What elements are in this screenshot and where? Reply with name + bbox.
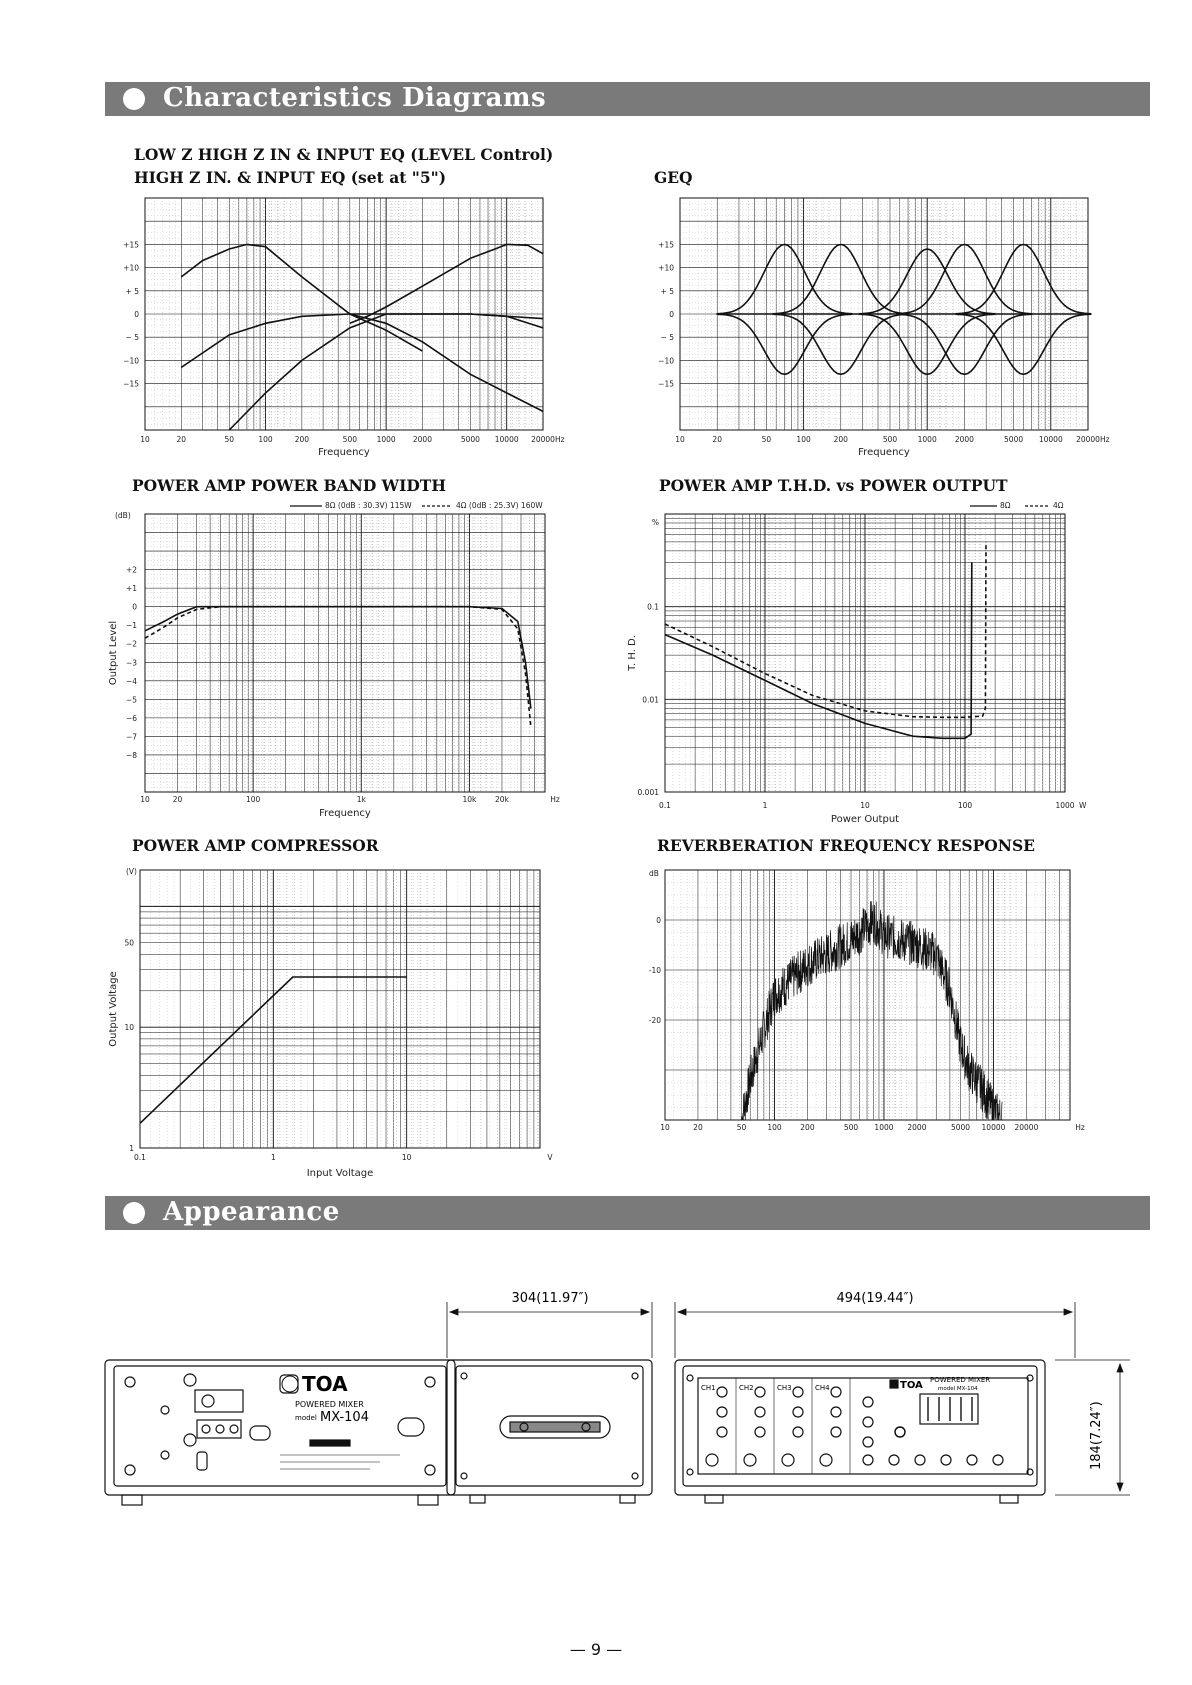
- y-tick-label: 0: [656, 916, 661, 925]
- x-tick-label: Hz: [550, 795, 560, 804]
- x-tick-label: 10000: [1038, 435, 1063, 444]
- knob-icon: [831, 1427, 841, 1437]
- jack-icon: [941, 1455, 951, 1465]
- x-tick-label: 0.1: [134, 1153, 146, 1162]
- x-tick-label: 200: [833, 435, 848, 444]
- y-tick-label: + 5: [660, 286, 674, 296]
- chart-compressor: [100, 860, 555, 1179]
- x-tick-label: 20: [693, 1123, 703, 1132]
- section-title: Characteristics Diagrams: [163, 83, 547, 113]
- y-tick-label: −10: [123, 356, 139, 366]
- x-tick-label: 1000: [917, 435, 937, 444]
- y-tick-label: −2: [125, 639, 137, 649]
- legend-8ohm: 8Ω: [1000, 501, 1011, 510]
- x-tick-label: Hz: [1075, 1123, 1085, 1132]
- y-tick-label: −15: [123, 379, 139, 389]
- y-tick-label: − 5: [125, 333, 139, 343]
- y-tick-label: −5: [125, 695, 137, 705]
- x-axis-label: Frequency: [319, 808, 371, 819]
- x-tick-label: 5000: [950, 1123, 971, 1132]
- x-tick-label: 0.1: [659, 801, 671, 810]
- x-tick-label: 100: [796, 435, 811, 444]
- x-tick-label: 10: [675, 435, 685, 444]
- x-tick-label: 1k: [356, 795, 366, 804]
- y-tick-label: +10: [123, 263, 139, 273]
- knob-icon: [831, 1387, 841, 1397]
- y-tick-label: −10: [658, 356, 674, 366]
- y-tick-label: 0: [134, 310, 139, 319]
- y-tick-label: 50: [124, 938, 134, 948]
- jack-icon: [863, 1455, 873, 1465]
- x-tick-label: 10k: [462, 795, 477, 804]
- x-tick-label: 100: [258, 435, 273, 444]
- front-model: model MX-104: [938, 1386, 978, 1392]
- x-axis-label: Input Voltage: [306, 1168, 374, 1179]
- y-tick-label: %: [651, 518, 659, 527]
- y-tick-label: 0.01: [642, 695, 659, 705]
- legend-8ohm: 8Ω (0dB : 30.3V) 115W: [325, 501, 412, 510]
- channel-label-3: CH3: [777, 1384, 792, 1392]
- x-tick-label: 1000: [874, 1123, 894, 1132]
- x-tick-label: 5000: [1004, 435, 1024, 444]
- chart-title-power-band: POWER AMP POWER BAND WIDTH: [132, 476, 446, 495]
- channel-label-4: CH4: [815, 1384, 830, 1392]
- x-tick-label: 10: [860, 801, 870, 810]
- y-tick-label: 0.1: [647, 602, 659, 612]
- y-unit: dB: [649, 869, 659, 878]
- x-tick-label: 100: [957, 801, 973, 810]
- y-tick-label: −4: [125, 676, 137, 686]
- y-tick-label: −1: [125, 621, 137, 631]
- chart-title-compressor: POWER AMP COMPRESSOR: [132, 836, 379, 855]
- side-panel: [447, 1360, 652, 1503]
- knob-icon: [793, 1427, 803, 1437]
- front-brand: TOA: [900, 1380, 923, 1391]
- x-tick-label: 2000: [907, 1123, 927, 1132]
- y-unit: (V): [126, 867, 137, 876]
- x-tick-label: 5000: [460, 435, 480, 444]
- x-unit: W: [1079, 801, 1087, 810]
- x-tick-label: 10000: [494, 435, 519, 444]
- y-tick-label: +15: [123, 240, 139, 250]
- rear-brand: TOA: [302, 1372, 348, 1396]
- knob-icon: [717, 1387, 727, 1397]
- channel-label-2: CH2: [739, 1384, 754, 1392]
- x-tick-label: 500: [882, 435, 898, 444]
- jack-icon: [993, 1455, 1003, 1465]
- x-axis-label: Frequency: [858, 447, 910, 458]
- x-tick-label: 500: [843, 1123, 859, 1132]
- rear-powered-mixer: POWERED MIXER: [295, 1400, 364, 1409]
- x-tick-label: 20: [176, 435, 187, 444]
- y-tick-label: −6: [125, 713, 137, 723]
- y-tick-label: −7: [125, 732, 137, 742]
- section-header-appearance: [105, 1196, 1150, 1230]
- y-tick-label: +2: [125, 565, 137, 575]
- chart-thd: [615, 500, 1110, 825]
- x-tick-label: 1: [762, 801, 768, 810]
- x-tick-label: 20: [172, 795, 183, 804]
- x-tick-label: 2000: [412, 435, 432, 444]
- x-tick-label: 20000: [531, 435, 555, 444]
- xlr-input-icon: [706, 1454, 718, 1466]
- knob-icon: [755, 1387, 765, 1397]
- y-tick-label: 0.001: [637, 788, 659, 797]
- jack-icon: [967, 1455, 977, 1465]
- jack-icon: [915, 1455, 925, 1465]
- dim-width-label: 304(11.97″): [511, 1291, 589, 1306]
- y-tick-label: −3: [125, 658, 137, 668]
- x-tick-label: 2000: [954, 435, 974, 444]
- y-tick-label: −8: [125, 750, 137, 760]
- y-tick-label: + 5: [125, 286, 139, 296]
- knob-icon: [863, 1437, 873, 1447]
- x-tick-label: 10: [140, 795, 150, 804]
- x-axis-label: Power Output: [830, 814, 900, 825]
- chart-input-eq: [105, 190, 565, 460]
- chart-title-thd: POWER AMP T.H.D. vs POWER OUTPUT: [659, 476, 1008, 495]
- toa-logo-icon: [282, 1376, 298, 1392]
- knob-icon: [863, 1397, 873, 1407]
- y-tick-label: +15: [658, 240, 674, 250]
- dim-height-label: 184(7.24″): [1089, 1401, 1104, 1470]
- knob-icon: [717, 1407, 727, 1417]
- bullet-icon: [123, 88, 145, 110]
- rear-model-prefix: model: [295, 1414, 317, 1422]
- y-tick-label: 10: [124, 1023, 134, 1033]
- front-powered-mixer: POWERED MIXER: [930, 1376, 991, 1384]
- xlr-input-icon: [744, 1454, 756, 1466]
- y-tick-label: 0: [132, 602, 137, 612]
- knob-icon: [717, 1427, 727, 1437]
- y-tick-label: 1: [129, 1144, 134, 1153]
- knob-icon: [793, 1407, 803, 1417]
- knob-icon: [755, 1427, 765, 1437]
- x-tick-label: 20: [712, 435, 722, 444]
- chart-title-geq: GEQ: [654, 168, 693, 187]
- x-tick-label: 10: [660, 1123, 670, 1132]
- x-tick-label: 500: [342, 435, 358, 444]
- y-tick-label: -20: [648, 1016, 661, 1025]
- x-tick-label: 200: [800, 1123, 815, 1132]
- x-tick-label: 20k: [495, 795, 509, 804]
- x-tick-label: 10: [401, 1153, 412, 1162]
- x-tick-label: 100: [767, 1123, 782, 1132]
- appearance-drawing: [100, 1280, 1140, 1510]
- x-tick-label: 200: [294, 435, 310, 444]
- chart-title-reverb: REVERBERATION FREQUENCY RESPONSE: [657, 836, 1035, 855]
- x-unit: Hz: [555, 435, 565, 444]
- y-axis-label: Output Voltage: [108, 971, 119, 1047]
- section-header-characteristics: [105, 82, 1150, 116]
- x-tick-label: 20000: [1076, 435, 1100, 444]
- bullet-icon: [123, 1202, 145, 1224]
- channel-label-1: CH1: [701, 1384, 716, 1392]
- y-tick-label: −15: [658, 379, 674, 389]
- dim-depth-label: 494(19.44″): [836, 1291, 914, 1306]
- chart-geq: [630, 190, 1110, 460]
- x-tick-label: 10000: [981, 1123, 1006, 1132]
- y-axis-label: Output Level: [108, 620, 119, 686]
- x-tick-label: 20000: [1014, 1123, 1039, 1132]
- knob-icon: [755, 1407, 765, 1417]
- x-tick-label: 10: [140, 435, 150, 444]
- page-number: — 9 —: [569, 1640, 623, 1659]
- x-tick-label: 50: [736, 1123, 747, 1132]
- jack-icon: [889, 1455, 899, 1465]
- x-unit: Hz: [1100, 435, 1110, 444]
- section-title: Appearance: [163, 1197, 340, 1227]
- y-tick-label: +1: [125, 584, 137, 594]
- xlr-input-icon: [782, 1454, 794, 1466]
- chart-title-input-eq-line2: HIGH Z IN. & INPUT EQ (set at "5"): [134, 168, 447, 187]
- legend-4ohm: 4Ω (0dB : 25.3V) 160W: [456, 501, 543, 510]
- x-axis-label: Frequency: [318, 447, 370, 458]
- knob-icon: [895, 1427, 905, 1437]
- knob-icon: [863, 1417, 873, 1427]
- x-tick-label: V: [547, 1153, 553, 1162]
- x-tick-label: 1000: [1055, 801, 1075, 810]
- y-axis-label: T. H. D.: [627, 635, 638, 671]
- x-tick-label: 50: [761, 435, 772, 444]
- knob-icon: [793, 1387, 803, 1397]
- chart-reverb: [640, 860, 1110, 1145]
- y-tick-label: -10: [648, 966, 661, 975]
- y-tick-label: 0: [669, 310, 674, 319]
- rear-model: MX-104: [320, 1410, 369, 1425]
- x-tick-label: 50: [224, 435, 235, 444]
- x-tick-label: 100: [245, 795, 261, 804]
- y-tick-label: +10: [658, 263, 674, 273]
- x-tick-label: 1000: [376, 435, 396, 444]
- x-tick-label: 1: [270, 1153, 276, 1162]
- chart-power-band: [100, 500, 560, 820]
- legend-4ohm: 4Ω: [1053, 501, 1064, 510]
- chart-title-input-eq-line1: LOW Z HIGH Z IN & INPUT EQ (LEVEL Control): [134, 145, 554, 164]
- knob-icon: [831, 1407, 841, 1417]
- rear-panel: [105, 1360, 455, 1505]
- xlr-input-icon: [820, 1454, 832, 1466]
- y-unit: (dB): [115, 511, 131, 520]
- y-tick-label: − 5: [660, 333, 674, 343]
